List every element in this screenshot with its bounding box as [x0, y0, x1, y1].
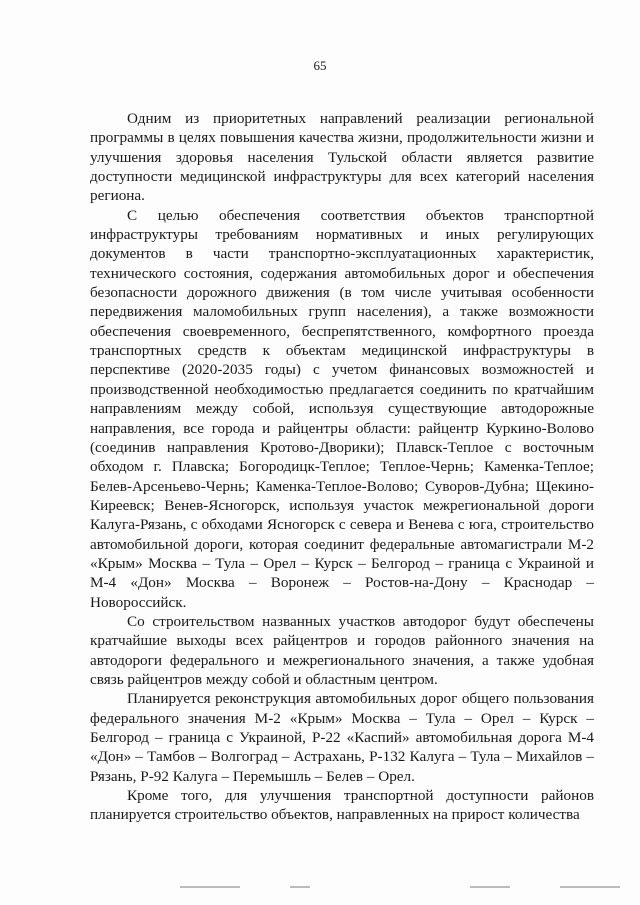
scan-artifact	[180, 886, 240, 888]
paragraph: Одним из приоритетных направлений реализации региональной программы в целях повышения качества жизни, продолжительности жизни и улучшения здоровья населения Тульской области является развитие доступности медицинской инфраструктуры для всех категорий населения региона.	[90, 110, 594, 205]
paragraph: Со строительством названных участков автодорог будут обеспечены кратчайшие выходы всех райцентров и городов районного значения на автодороги федерального и межрегионального значения, а также удобная связь райцентров между собой и областным центром.	[90, 612, 594, 688]
scan-artifact-line	[0, 884, 640, 890]
paragraph: С целью обеспечения соответствия объектов транспортной инфраструктуры требованиям нормативных и иных регулирующих документов в части транспортно-эксплуатационных характеристик, технического состояния, содержания автомобильных дорог и обеспечения безопасности дорожного движения (в том числе учитывая особенности передвижения маломобильных групп населения), а также возможности обеспечения своевременного, беспрепятственного, комфортного проезда транспортных средств к объектам медицинской инфраструктуры в перспективе (2020-2035 годы) с учетом финансовых возможностей и производственной необходимостью предлагается соединить по кратчайшим направлениям между собой, используя существующие автодорожные направления, все города и райцентры области: райцентр Куркино-Волово (соединив направления Кротово-Дворики); Плавск-Теплое с восточным обходом г. Плавска; Богородицк-Теплое; Теплое-Чернь; Каменка-Теплое; Белев-Арсеньево-Чернь; Каменка-Теплое-Волово; Суворов-Дубна; Щекино-Киреевск; Венев-Ясногорск, используя участок межрегиональной дороги Калуга-Рязань, с обходами Ясногорск с севера и Венева с юга, строительство автомобильной дороги, которая соединит федеральные автомагистрали М-2 «Крым» Москва – Тула – Орел – Курск – Белгород – граница с Украиной и М-4 «Дон» Москва – Воронеж – Ростов-на-Дону – Краснодар – Новороссийск.	[90, 206, 594, 611]
body-text	[90, 109, 594, 825]
paragraph: Кроме того, для улучшения транспортной доступности районов планируется строительство объектов, направленных на прирост количества	[90, 787, 594, 824]
paragraph: Планируется реконструкция автомобильных дорог общего пользования федерального значения М-2 «Крым» Москва – Тула – Орел – Курск – Белгород – граница с Украиной, Р-22 «Каспий» автомобильная дорога М-4 «Дон» – Тамбов – Волгоград – Астрахань, Р-132 Калуга – Тула – Михайлов – Рязань, Р-92 Калуга – Перемышль – Белев – Орел.	[90, 690, 594, 785]
page-number: 65	[313, 58, 327, 73]
scan-artifact	[560, 886, 620, 888]
scan-artifact	[470, 886, 510, 888]
scan-artifact	[290, 886, 310, 888]
